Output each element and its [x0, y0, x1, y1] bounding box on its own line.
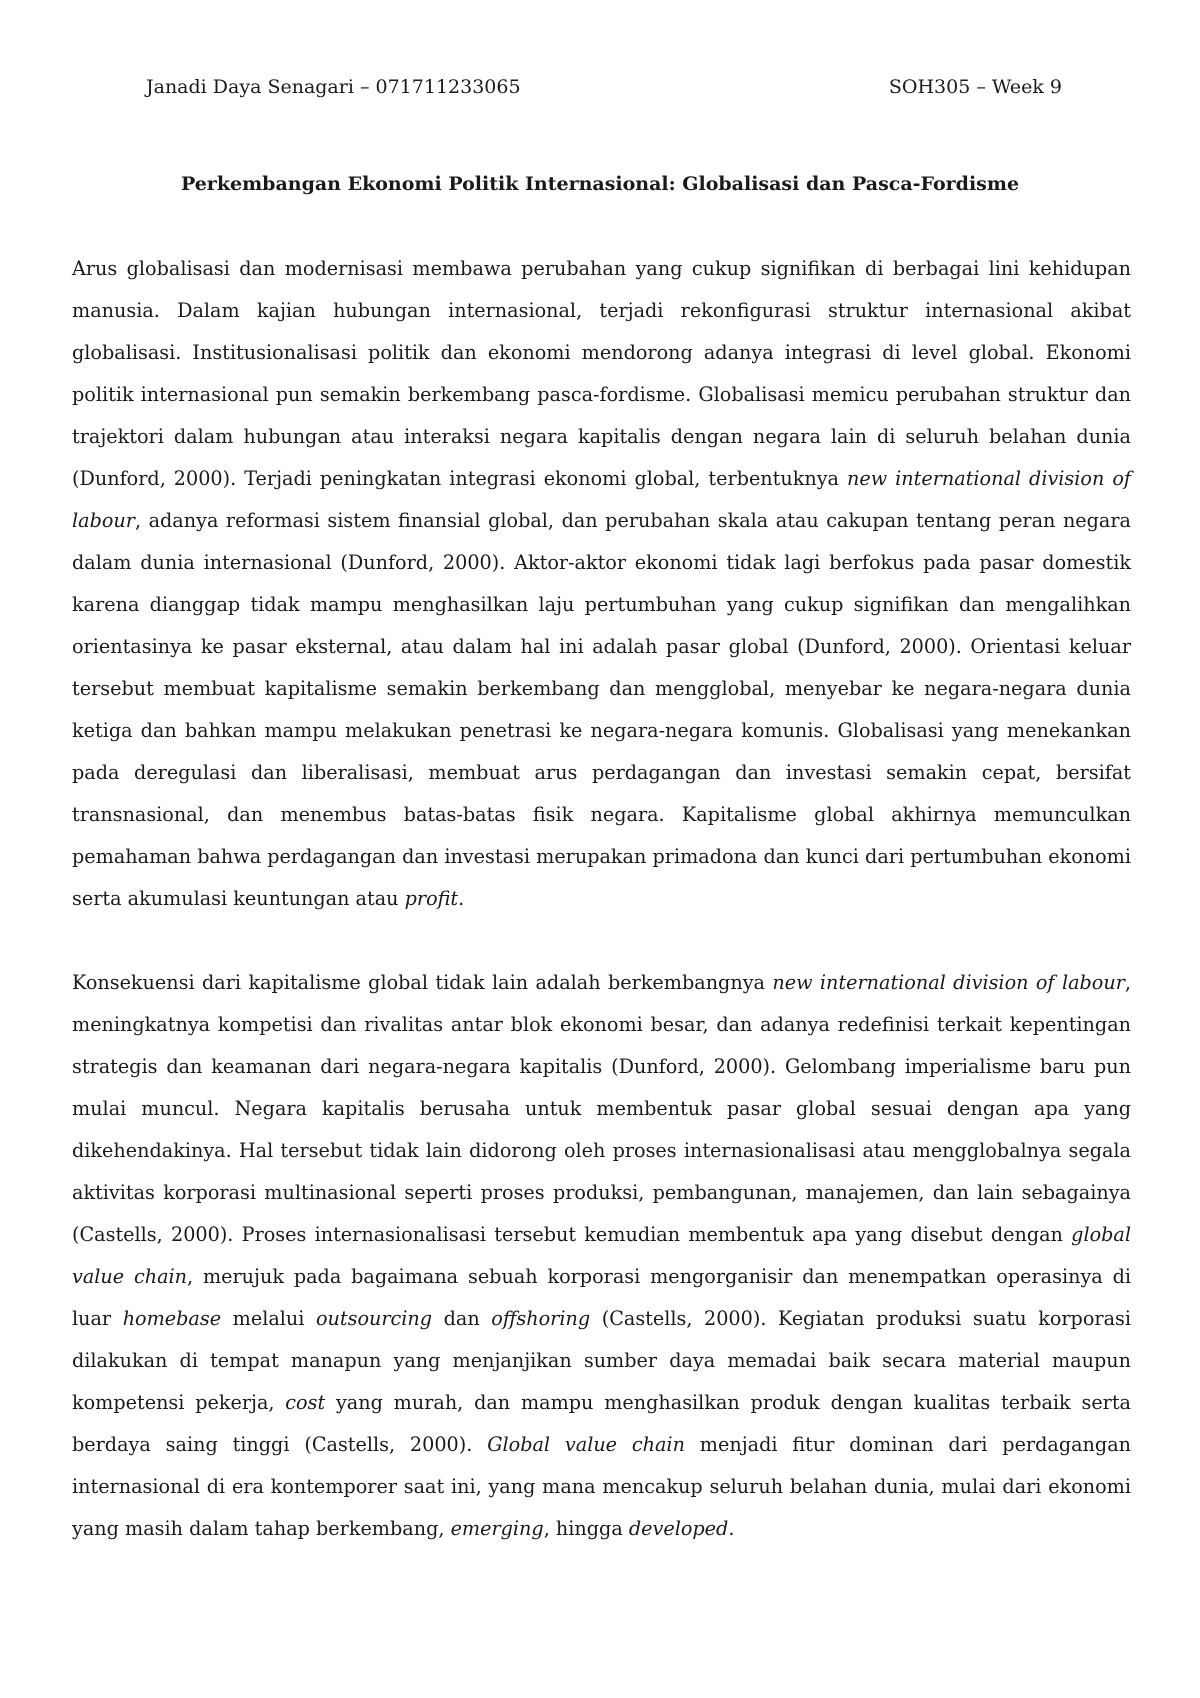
paragraph-2-text: , meningkatnya kompetisi dan rivalitas antar blok ekonomi besar, dan adanya redefinisi terkait kepentingan strategis dan keamanan dari negara-negara kapitalis (Dunford, 2000). Gelombang imperialisme baru pun mulai muncul. Negara kapitalis berusaha untuk membentuk pasar global sesuai dengan apa yang dikehendakinya. Hal tersebut tidak lain didorong oleh proses internasionalisasi atau mengglobalnya segala aktivitas korporasi multinasional seperti proses produksi, pembangunan, manajemen, dan lain sebagainya (Castells, 2000). Proses internasionalisasi tersebut kemudian membentuk apa yang disebut dengan — [72, 971, 1131, 1246]
italic-term: homebase — [122, 1307, 222, 1330]
italic-term: profit — [404, 887, 459, 910]
document-body — [72, 248, 1131, 1550]
italic-term: outsourcing — [315, 1307, 433, 1330]
paragraph-1-text: . — [458, 887, 465, 910]
italic-term: new international division of labour — [72, 467, 1131, 532]
paragraph-1-text: Arus globalisasi dan modernisasi membawa perubahan yang cukup signifikan di berbagai lini kehidupan manusia. Dalam kajian hubungan internasional, terjadi rekonfigurasi struktur internasional akibat globalisasi. Institusionalisasi politik dan ekonomi mendorong adanya integrasi di level global. Ekonomi politik internasional pun semakin berkembang pasca-fordisme. Globalisasi memicu perubahan struktur dan trajektori dalam hubungan atau interaksi negara kapitalis dengan negara lain di seluruh belahan dunia (Dunford, 2000). Terjadi peningkatan integrasi ekonomi global, terbentuknya — [72, 257, 1131, 490]
italic-term: Global value chain — [487, 1433, 685, 1456]
italic-term: cost — [285, 1391, 326, 1414]
italic-term: new international division of labour — [772, 971, 1125, 994]
paragraph-1-text: , adanya reformasi sistem finansial global, dan perubahan skala atau cakupan tentang peran negara dalam dunia internasional (Dunford, 2000). Aktor-aktor ekonomi tidak lagi berfokus pada pasar domestik karena dianggap tidak mampu menghasilkan laju pertumbuhan yang cukup signifikan dan mengalihkan orientasinya ke pasar eksternal, atau dalam hal ini adalah pasar global (Dunford, 2000). Orientasi keluar tersebut membuat kapitalisme semakin berkembang dan mengglobal, menyebar ke negara-negara dunia ketiga dan bahkan mampu melakukan penetrasi ke negara-negara komunis. Globalisasi yang menekankan pada deregulasi dan liberalisasi, membuat arus perdagangan dan investasi semakin cepat, bersifat transnasional, dan menembus batas-batas fisik negara. Kapitalisme global akhirnya memunculkan pemahaman bahwa perdagangan dan investasi merupakan primadona dan kunci dari pertumbuhan ekonomi serta akumulasi keuntungan atau — [72, 509, 1131, 910]
paragraph-2-text: , merujuk pada bagaimana sebuah korporasi mengorganisir dan menempatkan operasinya di luar — [72, 1265, 1131, 1330]
italic-term: offshoring — [491, 1307, 591, 1330]
course-week: SOH305 – Week 9 — [888, 76, 1062, 98]
page-header — [146, 72, 1062, 102]
paragraph-2-text: . — [728, 1517, 735, 1540]
author-name-id: Janadi Daya Senagari – 071711233065 — [146, 76, 521, 98]
paragraph-2-text: dan — [432, 1307, 492, 1330]
paragraph-2-text: (Castells, 2000). Kegiatan produksi suatu korporasi dilakukan di tempat manapun yang menjanjikan sumber daya memadai baik secara material maupun kompetensi pekerja, — [72, 1307, 1131, 1414]
italic-term: emerging — [450, 1517, 544, 1540]
paragraph-2-text: yang murah, dan mampu menghasilkan produk dengan kualitas terbaik serta berdaya saing tinggi (Castells, 2000). — [72, 1391, 1131, 1456]
paragraph-2-text: Konsekuensi dari kapitalisme global tidak lain adalah berkembangnya — [72, 971, 773, 994]
paragraph-2 — [72, 962, 1131, 1550]
paragraph-2-text: menjadi fitur dominan dari perdagangan internasional di era kontemporer saat ini, yang mana mencakup seluruh belahan dunia, mulai dari ekonomi yang masih dalam tahap berkembang, — [72, 1433, 1131, 1540]
italic-term: global value chain — [72, 1223, 1131, 1288]
italic-term: developed — [628, 1517, 729, 1540]
document-title: Perkembangan Ekonomi Politik Internasional: Globalisasi dan Pasca-Fordisme — [180, 173, 1020, 195]
paragraph-2-text: , hingga — [543, 1517, 629, 1540]
paragraph-2-text: melalui — [221, 1307, 316, 1330]
paragraph-1 — [72, 248, 1131, 920]
